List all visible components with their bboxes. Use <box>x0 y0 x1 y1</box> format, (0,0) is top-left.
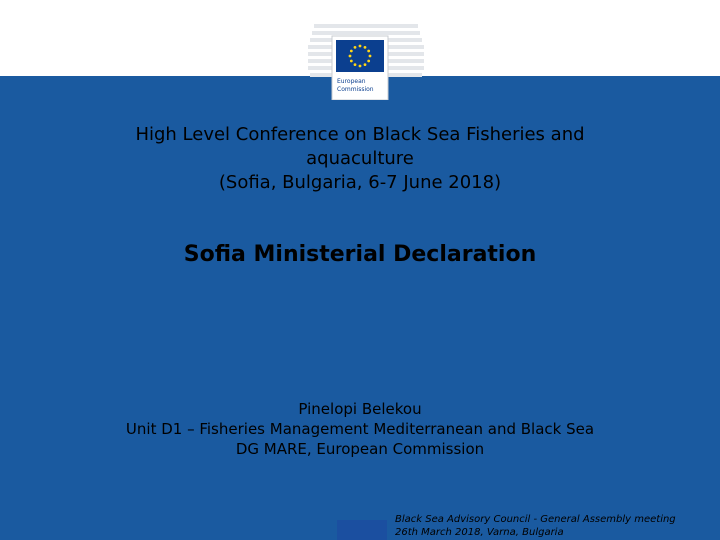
presenter-unit: Unit D1 – Fisheries Management Mediterranean and Black Sea <box>125 420 595 438</box>
flag-star-icon <box>349 55 352 58</box>
logo-text-european: European <box>337 78 366 85</box>
flag-star-icon <box>369 55 372 58</box>
conference-title-line3: (Sofia, Bulgaria, 6-7 June 2018) <box>218 172 502 193</box>
flag-star-icon <box>367 50 370 53</box>
logo-text-commission: Commission <box>337 86 374 93</box>
presenter-organization: DG MARE, European Commission <box>235 440 485 458</box>
flag-star-icon <box>364 63 367 66</box>
presenter-name: Pinelopi Belekou <box>298 400 422 418</box>
conference-title-line1: High Level Conference on Black Sea Fisheries and <box>135 124 585 145</box>
declaration-title: Sofia Ministerial Declaration <box>183 242 537 267</box>
flag-star-icon <box>350 50 353 53</box>
footer-line2: 26th March 2018, Varna, Bulgaria <box>395 527 564 538</box>
presenter-block <box>60 399 660 459</box>
european-commission-logo <box>304 14 428 100</box>
footer-line1: Black Sea Advisory Council - General Assembly meeting <box>395 514 676 525</box>
flag-star-icon <box>364 46 367 49</box>
conference-title-line2: aquaculture <box>306 148 414 169</box>
flag-star-icon <box>367 60 370 63</box>
flag-star-icon <box>354 46 357 49</box>
footer-flag-icon <box>337 520 387 540</box>
conference-title <box>60 123 660 195</box>
flag-star-icon <box>359 45 362 48</box>
footer-note <box>395 513 715 539</box>
flag-star-icon <box>350 60 353 63</box>
flag-star-icon <box>359 65 362 68</box>
flag-star-icon <box>354 63 357 66</box>
